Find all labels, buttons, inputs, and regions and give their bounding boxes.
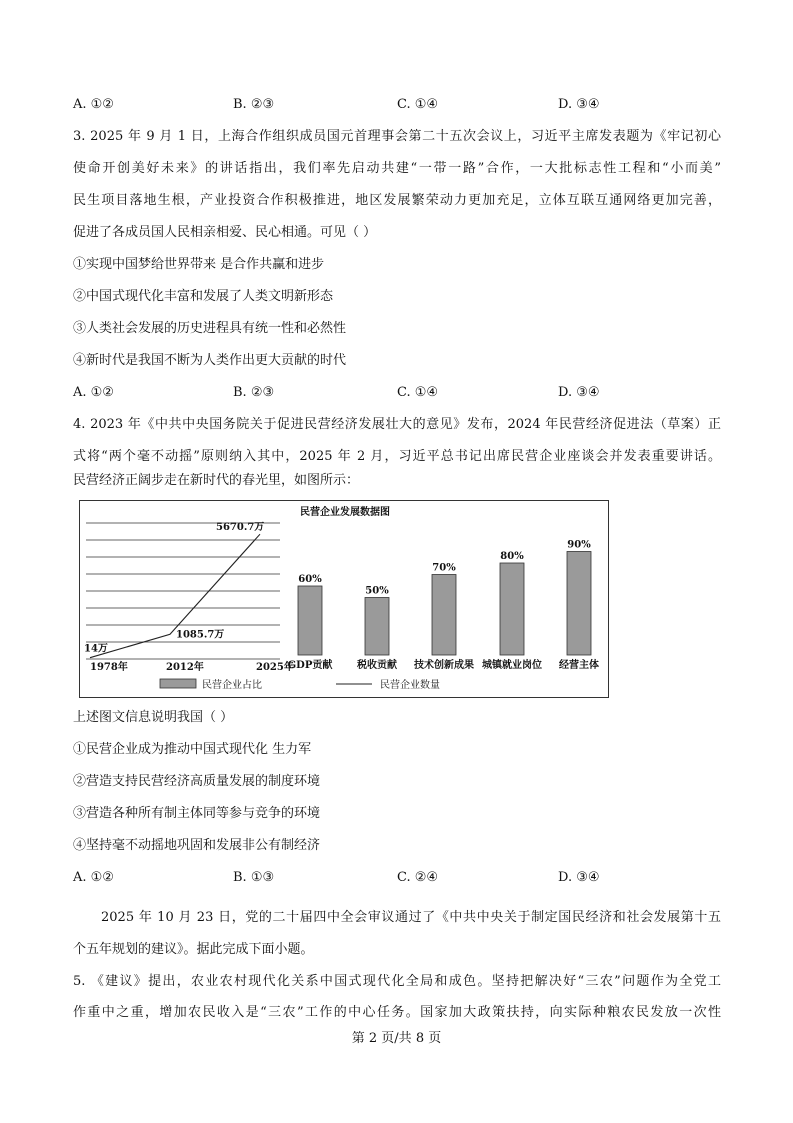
line-point-label: 5670.7万 xyxy=(216,522,265,534)
q4-choice-4: ④坚持毫不动摇地巩固和发展非公有制经济 xyxy=(73,838,321,853)
line-x-tick-label: 2025年 xyxy=(256,662,294,673)
page-footer: 第 2 页/共 8 页 xyxy=(351,1031,442,1046)
bar xyxy=(500,563,524,655)
bar xyxy=(432,575,456,656)
q3-option-a: A. ①② xyxy=(73,385,114,400)
q3-choice-3: ③人类社会发展的历史进程具有统一性和必然性 xyxy=(73,321,347,336)
bar-category-label: 经营主体 xyxy=(559,660,599,671)
bar xyxy=(567,552,591,656)
q3-stem-line-3: 民生项目落地生根，产业投资合作积极推进，地区发展繁荣动力更加充足，立体互联互通网络更加完善， xyxy=(73,193,721,208)
bar xyxy=(365,598,389,656)
q4-option-d: D. ③④ xyxy=(558,870,600,885)
q3-option-c: C. ①④ xyxy=(397,385,439,400)
q4-after-chart: 上述图文信息说明我国（ ） xyxy=(73,710,234,725)
q3-choice-1: ①实现中国梦给世界带来 是合作共赢和进步 xyxy=(73,257,325,272)
q5-stem-line-1: 5. 《建议》提出，农业农村现代化关系中国式现代化全局和成色。坚持把解决好“三农”问题作为全党工 xyxy=(73,974,721,989)
bar-value-label: 50% xyxy=(365,585,389,597)
prev-option-d: D. ③④ xyxy=(558,97,600,112)
prev-option-b: B. ②③ xyxy=(233,97,275,112)
q4-stem-line-3: 民营经济正阔步走在新时代的春光里，如图所示： xyxy=(73,473,360,488)
bar-value-label: 80% xyxy=(500,551,524,562)
q3-stem-line-2: 使命开创美好未来》的讲话指出，我们率先启动共建“一带一路”合作，一大批标志性工程和“小而美” xyxy=(73,161,721,176)
legend-line-label: 民营企业数量 xyxy=(380,680,440,691)
bar-category-label: 税收贡献 xyxy=(357,660,397,671)
bar-category-label: 城镇就业岗位 xyxy=(482,660,542,671)
intro-line-1: 2025 年 10 月 23 日，党的二十届四中全会审议通过了《中共中央关于制定国民经济和社会发展第十五 xyxy=(101,910,721,925)
bar-category-label: 技术创新成果 xyxy=(414,660,474,671)
chart-title: 民营企业发展数据图 xyxy=(300,507,390,518)
prev-option-a: A. ①② xyxy=(73,97,114,112)
bar-value-label: 60% xyxy=(298,574,322,585)
legend-bar-label: 民营企业占比 xyxy=(202,680,262,691)
q3-option-b: B. ②③ xyxy=(233,385,275,400)
q5-stem-line-2: 作重中之重，增加农民收入是“三农”工作的中心任务。国家加大政策扶持，向实际种粮农民发放一次性 xyxy=(73,1005,721,1020)
q4-stem-line-2: 式将“两个毫不动摇”原则纳入其中，2025 年 2 月，习近平总书记出席民营企业座谈会并发表重要讲话。 xyxy=(73,449,721,464)
bar-category-label: GDP贡献 xyxy=(287,660,333,671)
bar-value-label: 70% xyxy=(432,562,456,574)
q3-option-d: D. ③④ xyxy=(558,385,600,400)
q3-stem-line-1: 3. 2025 年 9 月 1 日，上海合作组织成员国元首理事会第二十五次会议上，习近平主席发表题为《牢记初心 xyxy=(73,129,721,144)
q4-option-c: C. ②④ xyxy=(397,870,439,885)
q4-choice-3: ③营造各种所有制主体同等参与竞争的环境 xyxy=(73,806,321,821)
q4-stem-line-1: 4. 2023 年《中共中央国务院关于促进民营经济发展壮大的意见》发布，2024 年民营经济促进法（草案）正 xyxy=(73,417,721,432)
q3-choice-2: ②中国式现代化丰富和发展了人类文明新形态 xyxy=(73,289,334,304)
legend-bar-swatch xyxy=(160,679,196,688)
intro-line-2: 个五年规划的建议》。据此完成下面小题。 xyxy=(73,942,314,957)
private-enterprise-chart xyxy=(79,500,609,698)
prev-option-c: C. ①④ xyxy=(397,97,439,112)
q3-stem-line-4: 促进了各成员国人民相亲相爱、民心相通。可见（ ） xyxy=(73,225,377,240)
q3-choice-4: ④新时代是我国不断为人类作出更大贡献的时代 xyxy=(73,353,347,368)
bar xyxy=(298,586,322,655)
q4-option-a: A. ①② xyxy=(73,870,114,885)
q4-option-b: B. ①③ xyxy=(233,870,275,885)
line-point-label: 1085.7万 xyxy=(176,629,225,641)
q4-choice-1: ①民营企业成为推动中国式现代化 生力军 xyxy=(73,742,312,757)
line-x-tick-label: 2012年 xyxy=(166,662,204,673)
line-series-path xyxy=(90,534,260,658)
line-x-tick-label: 1978年 xyxy=(90,662,128,673)
bar-value-label: 90% xyxy=(567,539,591,551)
q4-choice-2: ②营造支持民营经济高质量发展的制度环境 xyxy=(73,774,321,789)
line-point-label: 14万 xyxy=(84,643,108,655)
